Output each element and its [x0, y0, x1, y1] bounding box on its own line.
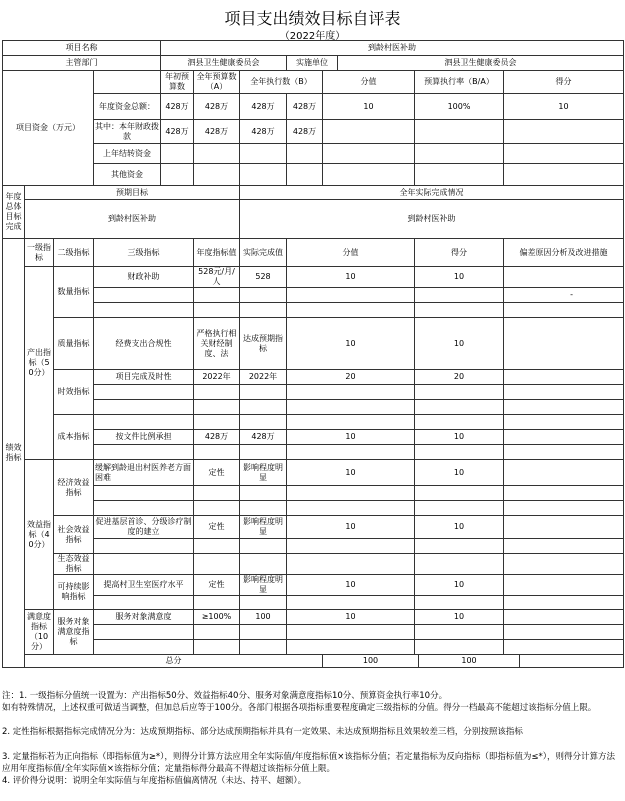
impl-value: 泗县卫生健康委员会	[338, 56, 624, 71]
l3-cell: 财政补助	[94, 267, 194, 288]
timeliness-indicator: 时效指标	[54, 370, 94, 415]
annual-cell: 定性	[194, 516, 240, 539]
got-cell: 10	[415, 460, 504, 486]
project-name: 到龄村医补助	[161, 41, 624, 56]
full-year-budget-header: 全年预算数（A）	[194, 71, 240, 94]
annual-header: 年度指标值	[194, 239, 240, 267]
notes	[2, 690, 623, 787]
economic-indicator: 经济效益指标	[54, 460, 94, 516]
quality-indicator: 质量指标	[54, 318, 94, 370]
benefit-indicator-label: 效益指标（40分）	[25, 460, 54, 610]
score-header: 分值	[287, 239, 415, 267]
initial-budget-header: 年初预算数	[161, 71, 194, 94]
score-cell: 10	[287, 430, 415, 445]
satisfaction-indicator-label: 满意度指标（10分）	[25, 610, 54, 655]
project-name-label: 项目名称	[3, 41, 161, 56]
output-indicator-label: 产出指标（50分）	[25, 267, 54, 460]
score-cell: 10	[287, 575, 415, 596]
funds-row-got	[504, 120, 624, 144]
actual-cell: 影响程度明显	[240, 575, 287, 596]
perf-label: 绩效指标	[3, 239, 25, 668]
sustain-indicator: 可持续影响指标	[54, 575, 94, 610]
got-cell: 20	[415, 370, 504, 385]
actual-completion: 到龄村医补助	[240, 200, 624, 239]
funds-row-exec: 428万	[240, 120, 287, 144]
score-cell: 10	[287, 267, 415, 288]
annual-cell: 定性	[194, 460, 240, 486]
got-header: 得分	[415, 239, 504, 267]
total-score: 100	[323, 655, 419, 668]
got-cell: 10	[415, 318, 504, 370]
l2-header: 二级指标	[54, 239, 94, 267]
actual-header: 实际完成值	[240, 239, 287, 267]
actual-cell: 2022年	[240, 370, 287, 385]
l3-cell: 缓解到龄退出村医养老方面困难	[94, 460, 194, 486]
cost-indicator: 成本指标	[54, 415, 94, 460]
annual-cell: 定性	[194, 575, 240, 596]
score-cell: 10	[287, 516, 415, 539]
annual-cell: 严格执行相关财经制度、法	[194, 318, 240, 370]
eco-indicator: 生态效益指标	[54, 554, 94, 575]
got-cell: 10	[415, 516, 504, 539]
total-got: 100	[419, 655, 520, 668]
funds-row-score	[323, 120, 415, 144]
execution-header: 全年执行数（B）	[240, 71, 323, 94]
funds-row-label: 其他资金	[94, 164, 161, 186]
got-cell: 10	[415, 430, 504, 445]
funds-row-label: 上年结转资金	[94, 144, 161, 164]
funds-row-full-year: 428万	[194, 120, 240, 144]
actual-cell: 达成预期指标	[240, 318, 287, 370]
l3-cell: 促进基层首诊、分级诊疗制度的建立	[94, 516, 194, 539]
annual-cell: 2022年	[194, 370, 240, 385]
social-indicator: 社会效益指标	[54, 516, 94, 554]
funds-row-got: 10	[504, 94, 624, 120]
note-2: 2. 定性指标根据指标完成情况分为：达成预期指标、部分达成预期指标并具有一定效果、未达成预期指标且效果较差三档，分别按照该指标	[2, 727, 523, 738]
got-cell: 10	[415, 610, 504, 625]
score-cell: 10	[287, 610, 415, 625]
l3-cell: 经费支出合规性	[94, 318, 194, 370]
l3-cell: 项目完成及时性	[94, 370, 194, 385]
page-title: 项目支出绩效目标自评表	[224, 9, 401, 28]
annual-cell: 428万	[194, 430, 240, 445]
got-cell: 10	[415, 575, 504, 596]
funds-row-label: 其中：本年财政拨款	[94, 120, 161, 144]
actual-cell: 影响程度明显	[240, 516, 287, 539]
annual-cell: ≥100%	[194, 610, 240, 625]
note-4: 4. 评价得分说明：说明全年实际值与年度指标值偏离情况（未达、持平、超额）。	[2, 776, 307, 787]
score-header: 分值	[323, 71, 415, 94]
dept-value: 泗县卫生健康委员会	[161, 56, 287, 71]
actual-cell: 528	[240, 267, 287, 288]
actual-completion-header: 全年实际完成情况	[240, 186, 624, 200]
deviation-header: 偏差原因分析及改进措施	[504, 239, 624, 267]
l3-cell: 按文件比例承担	[94, 430, 194, 445]
funds-row-initial: 428万	[161, 94, 194, 120]
funds-row-exec: 428万	[240, 94, 287, 120]
note-1: 注：1. 一级指标分值统一设置为：产出指标50分、效益指标40分、服务对象满意度指标10分、预算资金执行率10分。	[2, 691, 448, 701]
score-cell: 20	[287, 370, 415, 385]
funds-blank-header	[94, 71, 161, 94]
l1-header: 一级指标	[25, 239, 54, 267]
service-satisfaction-indicator: 服务对象满意度指标	[54, 610, 94, 655]
score-cell: 10	[287, 318, 415, 370]
got-cell: 10	[415, 267, 504, 288]
note-1b: 如有特殊情况，上述权重可做适当调整，但加总后应等于100分。各部门根据各项指标重要程度确定三级指标的分值。得分一档最高不能超过该指标分值上限。	[2, 703, 597, 714]
funds-row-full-year: 428万	[194, 94, 240, 120]
funds-row-label: 年度资金总额：	[94, 94, 161, 120]
quantity-indicator: 数量指标	[54, 267, 94, 318]
total-label: 总分	[25, 655, 323, 668]
page-year: （2022年度）	[279, 31, 346, 42]
funds-row-initial: 428万	[161, 120, 194, 144]
funds-row-exec2: 428万	[287, 94, 323, 120]
note-3: 3. 定量指标若为正向指标（即指标值为≥*），则得分计算方法应用全年实际值/年度指标值×该指标分值；若定量指标为反向指标（即指标值为≤*），则得分计算方法应用年度指标值/全年实际值×该指标分值；定量指标得分最高不得超过该指标分值上限。	[2, 751, 616, 774]
l3-cell: 服务对象满意度	[94, 610, 194, 625]
expected-goal: 到龄村医补助	[25, 200, 240, 239]
overall-label: 年度总体目标完成	[3, 186, 25, 239]
deviation-dash: -	[504, 288, 624, 303]
l3-cell: 提高村卫生室医疗水平	[94, 575, 194, 596]
l3-header: 三级指标	[94, 239, 194, 267]
got-header: 得分	[504, 71, 624, 94]
funds-row-rate: 100%	[415, 94, 504, 120]
funds-row-score: 10	[323, 94, 415, 120]
actual-cell: 影响程度明显	[240, 460, 287, 486]
actual-cell: 428万	[240, 430, 287, 445]
expected-goal-header: 预期目标	[25, 186, 240, 200]
impl-label: 实施单位	[287, 56, 338, 71]
evaluation-table	[2, 40, 624, 668]
score-cell: 10	[287, 460, 415, 486]
actual-cell: 100	[240, 610, 287, 625]
annual-cell: 528元/月/人	[194, 267, 240, 288]
funds-row-exec2: 428万	[287, 120, 323, 144]
funds-label: 项目资金（万元）	[3, 71, 94, 186]
funds-row-rate	[415, 120, 504, 144]
dept-label: 主管部门	[3, 56, 161, 71]
rate-header: 预算执行率（B/A）	[415, 71, 504, 94]
